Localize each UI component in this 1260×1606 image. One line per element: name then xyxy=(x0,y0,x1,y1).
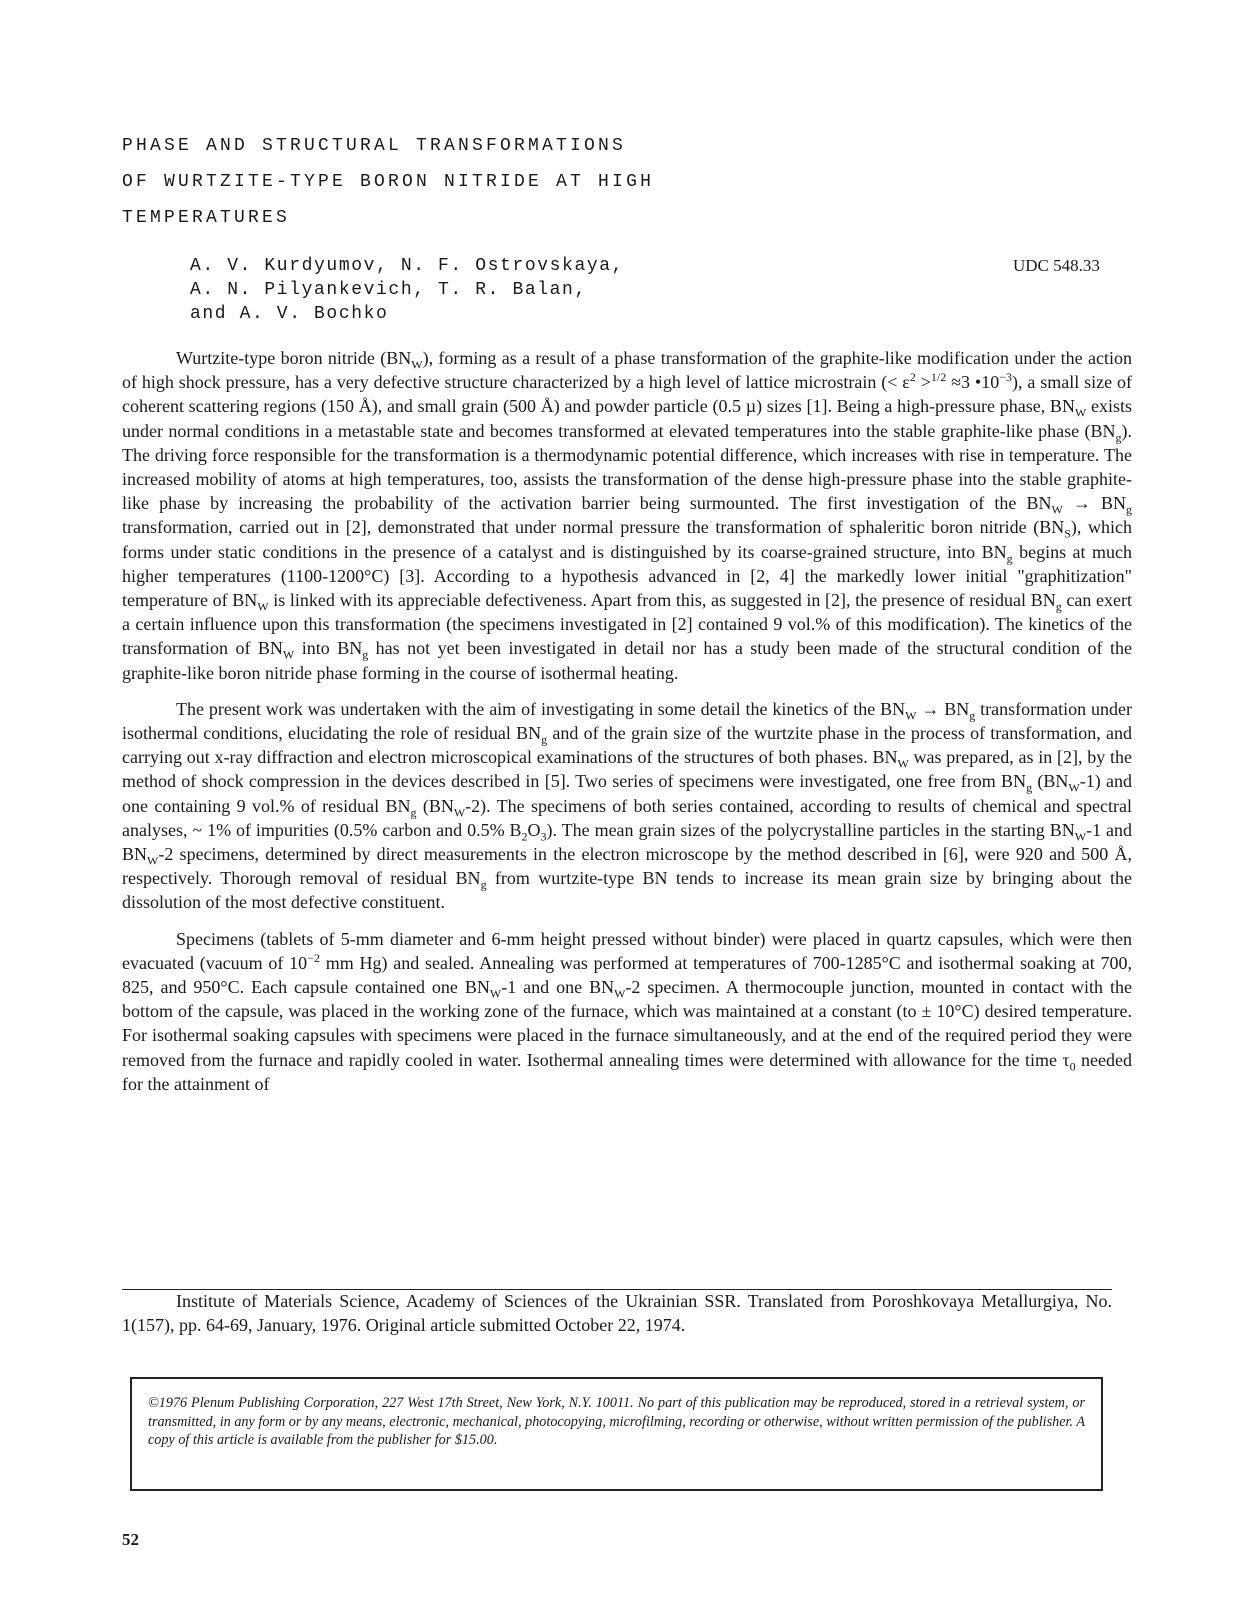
title-line-3: TEMPERATURES xyxy=(122,208,291,228)
body-paragraph-2: The present work was undertaken with the aim of investigating in some detail the kinetics of the $BN_W \to BN_g$ transformation under isothermal conditions, elucidating the role of residual $BN_g$ and of the grain size of the wurtzite phase in the process of transformation, and carrying out x-ray diffraction and electron microscopical examinations of the structures of both phases. $BN_W$ was prepared, as in [2], by the method of shock compression in the devices described in [5]. Two series of specimens were investigated, one free from $BN_g$ $(BN_W-1)$ and one containing 9 vol.% of residual $BN_g$ $(BN_W-2)$. The specimens of both series contained, according to results of chemical and spectral analyses, ~ 1% of impurities (0.5% carbon and 0.5% $B_2O_3$). The mean grain sizes of the polycrystalline particles in the starting $BN_W-1$ and $BN_W-2$ specimens, determined by direct measurements in the electron microscope by the method described in [6], were 920 and 500 Å, respectively. Thorough removal of residual $BN_g$ from wurtzite-type BN tends to increase its mean grain size by bringing about the dissolution of the most defective constituent. xyxy=(122,698,1133,913)
author-line-1: A. V. Kurdyumov, N. F. Ostrovskaya, xyxy=(190,256,625,276)
author-list xyxy=(190,254,810,326)
body-paragraph-1: Wurtzite-type boron nitride $(BN_W)$, forming as a result of a phase transformation of the graphite-like modification under the action of high shock pressure, has a very defective structure characterized by a high level of lattice microstrain (< $\varepsilon^2 >^{1/2} \approx 3$ $•10^{-3}$), a small size of coherent scattering regions (150 Å), and small grain (500 Å) and powder particle (0.5 µ) sizes [1]. Being a high-pressure phase, $BN_W$ exists under normal conditions in a metastable state and becomes transformed at elevated temperatures into the stable graphite-like phase $(BN_g)$. The driving force responsible for the transformation is a thermodynamic potential difference, which increases with rise in temperature. The increased mobility of atoms at high temperatures, too, assists the transformation of the dense high-pressure phase into the stable graphite-like phase by increasing the probability of the activation barrier being surmounted. The first investigation of the $BN_W \to BN_g$ transformation, carried out in [2], demonstrated that under normal pressure the transformation of sphaleritic boron nitride $(BN_S)$, which forms under static conditions in the presence of a catalyst and is distinguished by its coarse-grained structure, into $BN_g$ begins at much higher temperatures (1100-1200°C) [3]. According to a hypothesis advanced in [2, 4] the markedly lower initial "graphitization" temperature of $BN_W$ is linked with its appreciable defectiveness. Apart from this, as suggested in [2], the presence of residual $BN_g$ can exert a certain influence upon this transformation (the specimens investigated in [2] contained 9 vol.% of this modification). The kinetics of the transformation of $BN_W$ into $BN_g$ has not yet been investigated in detail nor has a study been made of the structural condition of the graphite-like boron nitride phase forming in the course of isothermal heating. xyxy=(122,348,1133,683)
body-paragraph-3: Specimens (tablets of 5-mm diameter and 6-mm height pressed without binder) were placed in quartz capsules, which were then evacuated (vacuum of $10^{-2}$ mm Hg) and sealed. Annealing was performed at temperatures of 700-1285°C and isothermal soaking at 700, 825, and 950°C. Each capsule contained one $BN_W-1$ and one $BN_W-2$ specimen. A thermocouple junction, mounted in contact with the bottom of the capsule, was placed in the working zone of the furnace, which was maintained at a constant (to ± 10°C) desired temperature. For isothermal soaking capsules with specimens were placed in the furnace simultaneously, and at the end of the required period they were removed from the furnace and rapidly cooled in water. Isothermal annealing times were determined with allowance for the time $\tau_0$ needed for the attainment of xyxy=(122,928,1133,1094)
copyright-box: ©1976 Plenum Publishing Corporation, 227 West 17th Street, New York, N.Y. 10011. No part of this publication may be reproduced, stored in a retrieval system, or transmitted, in any form or by any means, electronic, mechanical, photocopying, microfilming, recording or otherwise, without written permission of the publisher. A copy of this article is available from the publisher for $15.00. xyxy=(130,1377,1103,1491)
title-line-1: PHASE AND STRUCTURAL TRANSFORMATIONS xyxy=(122,136,627,156)
article-body xyxy=(122,346,1132,1096)
footnote xyxy=(122,1289,1112,1337)
author-line-3: and A. V. Bochko xyxy=(190,304,389,324)
title-line-2: OF WURTZITE-TYPE BORON NITRIDE AT HIGH xyxy=(122,172,655,192)
page-number: 52 xyxy=(122,1530,139,1549)
udc-code: UDC 548.33 xyxy=(1013,256,1100,275)
article-title xyxy=(122,128,822,236)
footnote-text: Institute of Materials Science, Academy of Sciences of the Ukrainian SSR. Translated from Poroshkovaya Metallurgiya, No. 1(157), pp. 64-69, January, 1976. Original article submitted October 22, 1974. xyxy=(122,1291,1112,1335)
author-line-2: A. N. Pilyankevich, T. R. Balan, xyxy=(190,280,587,300)
